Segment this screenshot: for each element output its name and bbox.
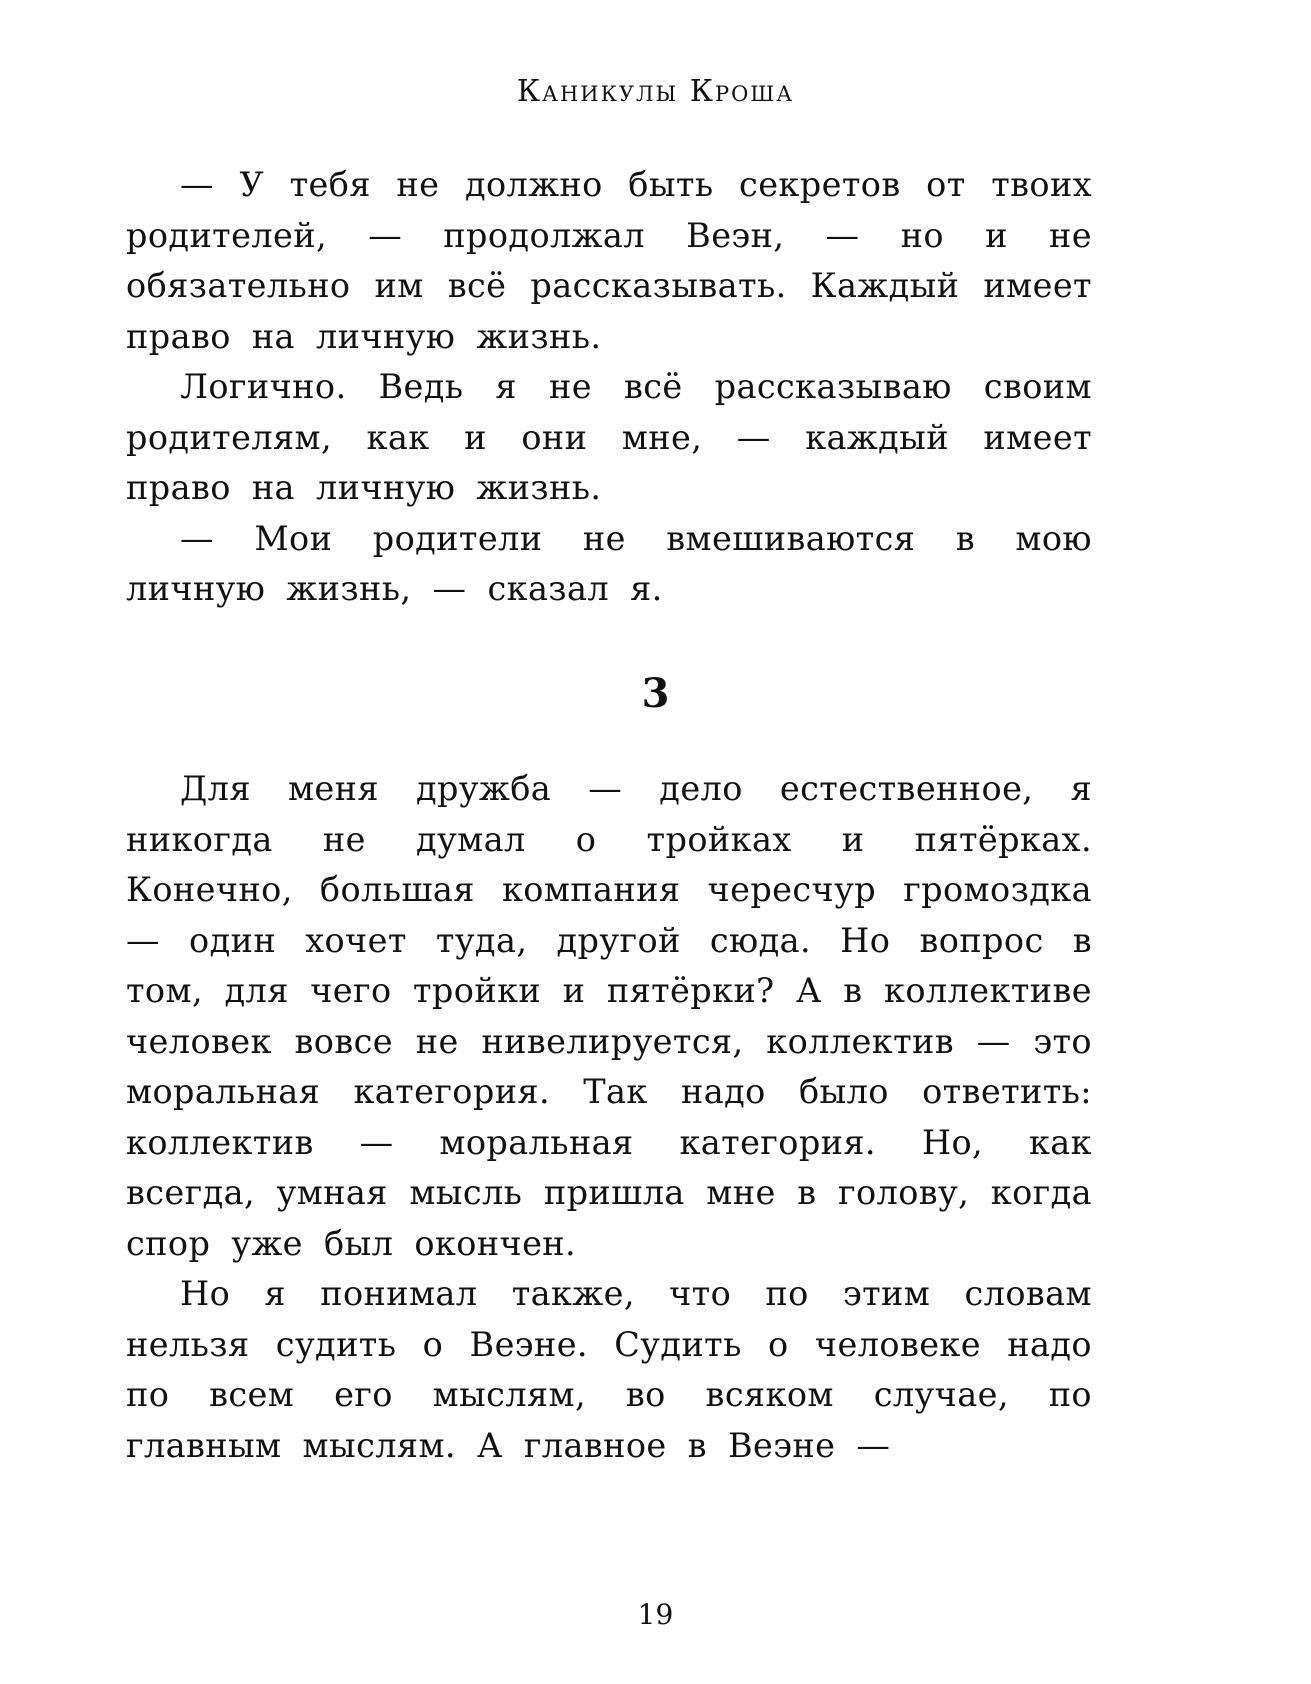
paragraph: — У тебя не должно быть секретов от твоих родителей, — продолжал Веэн, — но и не обязательно им всё рассказывать. Каждый имеет право на личную жизнь.	[126, 165, 1092, 356]
paragraph: Для меня дружба — дело естественное, я никогда не думал о тройках и пятёрках. Конечно, большая компания чересчур громоздка — один хочет туда, другой сюда. Но вопрос в том, для чего тройки и пятёрки? А в коллективе человек вовсе не нивелируется, коллектив — это моральная категория. Так надо было ответить: коллектив — моральная категория. Но, как всегда, умная мысль пришла мне в голову, когда спор уже был окончен.	[126, 769, 1092, 1263]
text-block-bottom	[126, 764, 1092, 1471]
text-block-top	[126, 160, 1092, 615]
page-number: 19	[637, 1598, 674, 1631]
running-head: Каникулы Кроша	[516, 74, 795, 109]
paragraph: Но я понимал также, что по этим словам нельзя судить о Веэне. Судить о человеке надо по всем его мыслям, во всяком случае, по главным мыслям. А главное в Веэне —	[126, 1274, 1092, 1465]
paragraph: — Мои родители не вмешиваются в мою личную жизнь, — сказал я.	[126, 518, 1092, 608]
chapter-number: 3	[641, 670, 670, 717]
paragraph: Логично. Ведь я не всё рассказываю своим родителям, как и они мне, — каждый имеет право на личную жизнь.	[126, 367, 1092, 507]
